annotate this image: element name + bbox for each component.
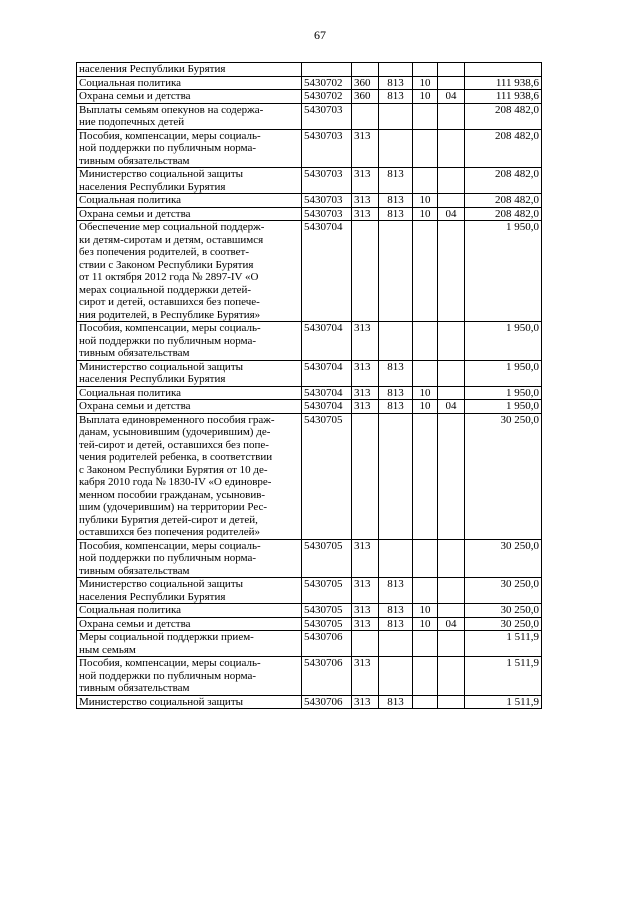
row-section-cell <box>413 221 438 322</box>
row-code-cell: 5430704 <box>302 400 352 414</box>
row-group-cell: 313 <box>352 386 379 400</box>
row-subsection-cell <box>438 578 465 604</box>
row-subsection-cell <box>438 386 465 400</box>
row-section-cell <box>413 129 438 168</box>
row-subsection-cell <box>438 413 465 539</box>
budget-table <box>76 62 542 709</box>
row-section-cell: 10 <box>413 194 438 208</box>
budget-table-body <box>77 63 542 709</box>
table-row <box>77 63 542 77</box>
row-subsection-cell <box>438 539 465 578</box>
row-amount-cell: 111 938,6 <box>465 90 542 104</box>
row-admin-cell <box>379 657 413 696</box>
row-code-cell: 5430703 <box>302 194 352 208</box>
row-subsection-cell: 04 <box>438 90 465 104</box>
row-name-cell: Выплата единовременного пособия граж- данам, усыновившим (удочерившим) де- тей-сирот и детей, оставшихся без попе- чения родителей ребенка, в соответствии с Законом Республики Бурятия от 10 де- кабря 2010 года № 1830-IV «О единовре- менном пособии гражданам, усыновив- шим (удочерившим) на территории Рес- публики Бурятия детей-сирот и детей, оставшихся без попечения родителей» <box>77 413 302 539</box>
row-amount-cell: 1 950,0 <box>465 386 542 400</box>
row-section-cell: 10 <box>413 386 438 400</box>
table-row <box>77 221 542 322</box>
table-row <box>77 631 542 657</box>
row-group-cell: 313 <box>352 360 379 386</box>
row-admin-cell: 813 <box>379 194 413 208</box>
row-group-cell: 313 <box>352 168 379 194</box>
row-amount-cell: 1 511,9 <box>465 695 542 709</box>
row-section-cell <box>413 631 438 657</box>
row-section-cell <box>413 695 438 709</box>
row-admin-cell: 813 <box>379 360 413 386</box>
table-row <box>77 129 542 168</box>
row-name-cell: Социальная политика <box>77 386 302 400</box>
row-code-cell: 5430705 <box>302 617 352 631</box>
row-amount-cell: 208 482,0 <box>465 194 542 208</box>
row-code-cell: 5430704 <box>302 360 352 386</box>
row-admin-cell: 813 <box>379 386 413 400</box>
row-name-cell: Социальная политика <box>77 194 302 208</box>
row-code-cell <box>302 63 352 77</box>
row-amount-cell: 30 250,0 <box>465 578 542 604</box>
row-name-cell: Министерство социальной защиты населения Республики Бурятия <box>77 360 302 386</box>
row-subsection-cell <box>438 129 465 168</box>
row-group-cell: 313 <box>352 617 379 631</box>
row-amount-cell: 208 482,0 <box>465 168 542 194</box>
row-subsection-cell <box>438 63 465 77</box>
row-amount-cell: 1 950,0 <box>465 221 542 322</box>
row-code-cell: 5430702 <box>302 76 352 90</box>
row-subsection-cell <box>438 168 465 194</box>
table-row <box>77 578 542 604</box>
table-row <box>77 604 542 618</box>
row-code-cell: 5430703 <box>302 103 352 129</box>
row-group-cell: 313 <box>352 322 379 361</box>
row-subsection-cell <box>438 604 465 618</box>
row-name-cell: Социальная политика <box>77 76 302 90</box>
row-admin-cell: 813 <box>379 400 413 414</box>
row-subsection-cell <box>438 631 465 657</box>
row-name-cell: Меры социальной поддержки прием- ным семьям <box>77 631 302 657</box>
row-admin-cell: 813 <box>379 617 413 631</box>
row-section-cell: 10 <box>413 76 438 90</box>
row-amount-cell: 1 511,9 <box>465 631 542 657</box>
table-row <box>77 103 542 129</box>
table-row <box>77 617 542 631</box>
row-code-cell: 5430704 <box>302 322 352 361</box>
row-admin-cell <box>379 413 413 539</box>
table-row <box>77 322 542 361</box>
row-name-cell: Охрана семьи и детства <box>77 400 302 414</box>
row-section-cell <box>413 657 438 696</box>
row-name-cell: Министерство социальной защиты населения Республики Бурятия <box>77 168 302 194</box>
row-amount-cell <box>465 63 542 77</box>
row-amount-cell: 208 482,0 <box>465 103 542 129</box>
row-name-cell: Министерство социальной защиты населения Республики Бурятия <box>77 578 302 604</box>
row-admin-cell <box>379 103 413 129</box>
row-amount-cell: 208 482,0 <box>465 207 542 221</box>
row-amount-cell: 1 950,0 <box>465 400 542 414</box>
row-admin-cell: 813 <box>379 604 413 618</box>
table-row <box>77 386 542 400</box>
row-section-cell: 10 <box>413 90 438 104</box>
row-name-cell: Пособия, компенсации, меры социаль- ной поддержки по публичным норма- тивным обязательствам <box>77 129 302 168</box>
row-section-cell <box>413 413 438 539</box>
row-group-cell: 313 <box>352 539 379 578</box>
row-amount-cell: 30 250,0 <box>465 617 542 631</box>
row-subsection-cell: 04 <box>438 617 465 631</box>
row-name-cell: Пособия, компенсации, меры социаль- ной поддержки по публичным норма- тивным обязательствам <box>77 322 302 361</box>
row-name-cell: Охрана семьи и детства <box>77 617 302 631</box>
row-amount-cell: 1 511,9 <box>465 657 542 696</box>
row-group-cell: 313 <box>352 207 379 221</box>
row-subsection-cell <box>438 360 465 386</box>
row-amount-cell: 1 950,0 <box>465 322 542 361</box>
row-group-cell: 313 <box>352 578 379 604</box>
row-admin-cell <box>379 631 413 657</box>
row-code-cell: 5430706 <box>302 657 352 696</box>
row-admin-cell: 813 <box>379 578 413 604</box>
row-code-cell: 5430706 <box>302 695 352 709</box>
row-section-cell: 10 <box>413 400 438 414</box>
row-section-cell <box>413 578 438 604</box>
row-name-cell: Обеспечение мер социальной поддерж- ки детям-сиротам и детям, оставшимся без попечения родителей, в соответ- ствии с Законом Республики Бурятия от 11 октября 2012 года № 2897-IV «О мерах социальной поддержки детей- сирот и детей, оставшихся без попече- ния родителей, в Республике Бурятия» <box>77 221 302 322</box>
row-section-cell <box>413 360 438 386</box>
table-row <box>77 400 542 414</box>
row-amount-cell: 1 950,0 <box>465 360 542 386</box>
row-subsection-cell <box>438 76 465 90</box>
row-code-cell: 5430704 <box>302 221 352 322</box>
row-name-cell: Пособия, компенсации, меры социаль- ной поддержки по публичным норма- тивным обязательствам <box>77 657 302 696</box>
row-section-cell <box>413 63 438 77</box>
row-code-cell: 5430703 <box>302 168 352 194</box>
row-admin-cell <box>379 63 413 77</box>
row-group-cell <box>352 631 379 657</box>
row-admin-cell: 813 <box>379 168 413 194</box>
row-code-cell: 5430705 <box>302 539 352 578</box>
row-admin-cell: 813 <box>379 695 413 709</box>
row-group-cell: 313 <box>352 695 379 709</box>
row-code-cell: 5430705 <box>302 604 352 618</box>
row-group-cell: 313 <box>352 400 379 414</box>
row-admin-cell <box>379 221 413 322</box>
table-row <box>77 413 542 539</box>
page-number: 67 <box>314 28 326 42</box>
row-code-cell: 5430705 <box>302 413 352 539</box>
row-section-cell <box>413 539 438 578</box>
row-code-cell: 5430706 <box>302 631 352 657</box>
row-name-cell: Министерство социальной защиты <box>77 695 302 709</box>
row-amount-cell: 30 250,0 <box>465 413 542 539</box>
row-section-cell: 10 <box>413 604 438 618</box>
row-name-cell: Охрана семьи и детства <box>77 90 302 104</box>
row-amount-cell: 30 250,0 <box>465 604 542 618</box>
table-row <box>77 207 542 221</box>
row-subsection-cell: 04 <box>438 207 465 221</box>
row-section-cell <box>413 322 438 361</box>
row-section-cell: 10 <box>413 207 438 221</box>
row-subsection-cell <box>438 695 465 709</box>
row-name-cell: Пособия, компенсации, меры социаль- ной поддержки по публичным норма- тивным обязательствам <box>77 539 302 578</box>
table-row <box>77 76 542 90</box>
row-name-cell: Охрана семьи и детства <box>77 207 302 221</box>
table-row <box>77 194 542 208</box>
row-group-cell: 313 <box>352 129 379 168</box>
row-group-cell <box>352 413 379 539</box>
row-subsection-cell: 04 <box>438 400 465 414</box>
row-amount-cell: 208 482,0 <box>465 129 542 168</box>
row-subsection-cell <box>438 322 465 361</box>
row-code-cell: 5430703 <box>302 129 352 168</box>
row-code-cell: 5430703 <box>302 207 352 221</box>
table-row <box>77 90 542 104</box>
row-admin-cell <box>379 539 413 578</box>
row-group-cell: 313 <box>352 194 379 208</box>
table-row <box>77 539 542 578</box>
row-code-cell: 5430705 <box>302 578 352 604</box>
row-admin-cell: 813 <box>379 207 413 221</box>
row-name-cell: Выплаты семьям опекунов на содержа- ние подопечных детей <box>77 103 302 129</box>
row-amount-cell: 111 938,6 <box>465 76 542 90</box>
row-section-cell <box>413 103 438 129</box>
row-section-cell <box>413 168 438 194</box>
row-name-cell: населения Республики Бурятия <box>77 63 302 77</box>
row-group-cell: 313 <box>352 657 379 696</box>
table-row <box>77 657 542 696</box>
table-row <box>77 168 542 194</box>
row-subsection-cell <box>438 221 465 322</box>
row-group-cell: 360 <box>352 76 379 90</box>
row-code-cell: 5430704 <box>302 386 352 400</box>
row-section-cell: 10 <box>413 617 438 631</box>
row-group-cell <box>352 63 379 77</box>
row-group-cell: 360 <box>352 90 379 104</box>
table-row <box>77 360 542 386</box>
row-admin-cell <box>379 322 413 361</box>
row-group-cell: 313 <box>352 604 379 618</box>
row-subsection-cell <box>438 103 465 129</box>
row-amount-cell: 30 250,0 <box>465 539 542 578</box>
row-subsection-cell <box>438 657 465 696</box>
row-admin-cell: 813 <box>379 90 413 104</box>
row-group-cell <box>352 103 379 129</box>
row-admin-cell <box>379 129 413 168</box>
row-name-cell: Социальная политика <box>77 604 302 618</box>
row-code-cell: 5430702 <box>302 90 352 104</box>
table-row <box>77 695 542 709</box>
row-admin-cell: 813 <box>379 76 413 90</box>
row-subsection-cell <box>438 194 465 208</box>
row-group-cell <box>352 221 379 322</box>
